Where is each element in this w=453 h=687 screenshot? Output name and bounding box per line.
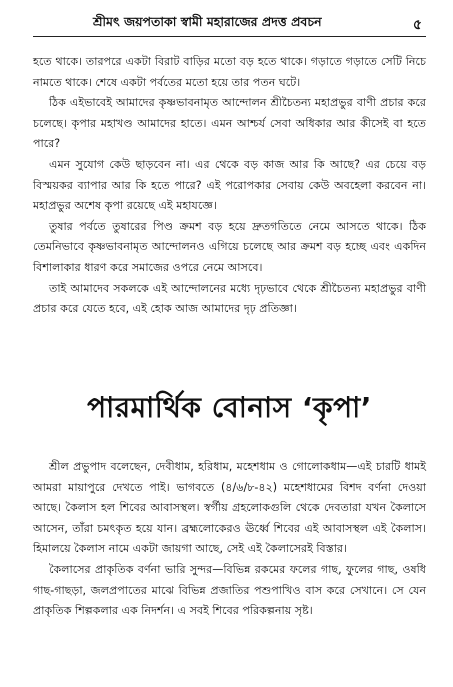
- paragraph: ঠিক এইভাবেই আমাদের কৃষ্ণভাবনামৃত আন্দোলন শ্রীচৈতন্য মহাপ্রভুর বাণী প্রচার করে চলেছে। কৃপার মহাখণ্ড আমাদের হাতে। এমন আশ্চর্য সেবা অধিকার আর কীসেই বা হতে পারে?: [33, 96, 426, 151]
- body-section-2: [33, 457, 426, 622]
- paragraph: এমন সুযোগ কেউ ছাড়বেন না। এর থেকে বড় কাজ আর কি আছে? এর চেয়ে বড় বিস্ময়কর ব্যাপার আর কি হতে পারে? এই পরোপকার সেবায় কেউ অবহেলা করবেন না। মহাপ্রভুর অশেষ কৃপা রয়েছে এই মহাযজ্ঞে।: [33, 157, 426, 213]
- paragraph: হতে থাকে। তারপরে একটা বিরাট বাড়ির মতো বড় হতে থাকে। গড়াতে গড়াতে সেটি নিচে নামতে থাকে। শেষে একটা পর্বতের মতো হয়ে তার পতন ঘটে।: [33, 55, 426, 89]
- page-number: ৫: [412, 17, 422, 33]
- paragraph: তাই আমাদেব সকলকে এই আন্দোলনের মধ্যে দৃঢ়ভাবে থেকে শ্রীচৈতন্য মহাপ্রভুর বাণী প্রচার করে যেতে হবে, এই হোক আজ আমাদের দৃঢ় প্রতিজ্ঞা।: [33, 281, 426, 316]
- paragraph: কৈলাসের প্রাকৃতিক বর্ণনা ভারি সুন্দর—বিভিন্ন রকমের ফলের গাছ, ফুলের গাছ, ওষধি গাছ-গাছড়া, জলপ্রপাতের মাঝে বিভিন্ন প্রজাতির পশুপাখিও বাস করে সেখানে। সে যেন প্রাকৃতিক শিল্পকলার এক নিদর্শন। এ সবই শিবের পরিকল্পনায় সৃষ্ট।: [33, 562, 426, 618]
- paragraph: তুষার পর্বতে তুষারের পিণ্ড ক্রমশ বড় হয়ে দ্রুতগতিতে নেমে আসতে থাকে। ঠিক তেমনিভাবে কৃষ্ণভাবনামৃত আন্দোলনও এগিয়ে চলেছে আর ক্রমশ বড় হচ্ছে এবং একদিন বিশালাকার ধারণ করে সমাজের ওপরে নেমে আসবে।: [33, 219, 426, 274]
- paragraph: শ্রীল প্রভুপাদ বলেছেন, দেবীধাম, হরিধাম, মহেশধাম ও গোলোকধাম—এই চারটি ধামই আমরা মায়াপুরে দেখতে পাই। ভাগবতে (৪/৬/৮-৪২) মহেশধামের বিশদ বর্ণনা দেওয়া আছে। কৈলাস হল শিবের আবাসস্থল। স্বর্গীয় গ্রহলোকগুলি থেকে দেবতারা যখন কৈলাসে আসেন, তাঁরা চমৎকৃত হয়ে যান। ব্রহ্মলোকেরও ঊর্ধ্বে শিবের এই আবাসস্থল এই কৈলাস। হিমালয়ে কৈলাস নামে একটা জায়গা আছে, সেই এই কৈলাসেরই বিস্তার।: [33, 460, 426, 556]
- header-rule: [33, 36, 426, 37]
- chapter-title: পারমার্থিক বোনাস ‘কৃপা’: [87, 391, 372, 424]
- running-title: শ্রীমৎ জয়পতাকা স্বামী মহারাজের প্রদত্ত প্রবচন: [93, 14, 322, 29]
- page-header: [33, 14, 426, 40]
- body-section-1: [33, 52, 426, 320]
